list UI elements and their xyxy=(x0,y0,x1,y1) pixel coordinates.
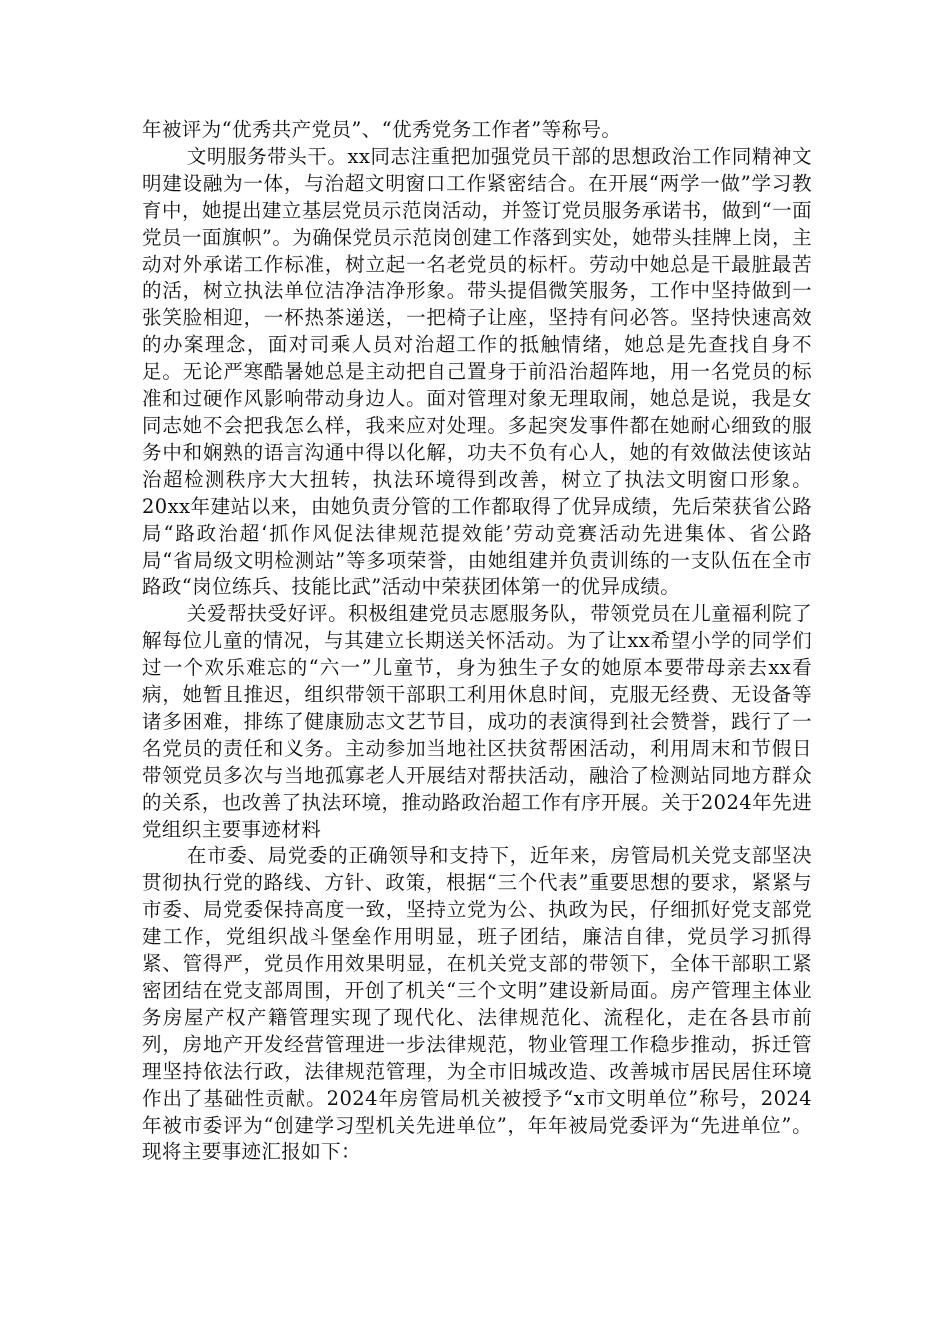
paragraph-civilized-service: 文明服务带头干。xx同志注重把加强党员干部的思想政治工作同精神文明建设融为一体，与治超文明窗口工作紧密结合。在开展“两学一做”学习教育中，她提出建立基层党员示范岗活动，并签订党员服务承诺书，做到“一面党员一面旗帜”。为确保党员示范岗创建工作落到实处，她带头挂牌上岗，主动对外承诺工作标准，树立起一名老党员的标杆。劳动中她总是干最脏最苦的活，树立执法单位洁净洁净形象。带头提倡微笑服务，工作中坚持做到一张笑脸相迎，一杯热茶递送，一把椅子让座，坚持有问必答。坚持快速高效的办案理念，面对司乘人员对治超工作的抵触情绪，她总是先查找自身不足。无论严寒酷暑她总是主动把自己置身于前沿治超阵地，用一名党员的标准和过硬作风影响带动身边人。面对管理对象无理取闹，她总是说，我是女同志她不会把我怎么样，我来应对处理。多起突发事件都在她耐心细致的服务中和娴熟的语言沟通中得以化解，功夫不负有心人，她的有效做法使该站治超检测秩序大大扭转，执法环境得到改善，树立了执法文明窗口形象。20xx年建站以来，由她负责分管的工作都取得了优异成绩，先后荣获省公路局“路政治超‘抓作风促法律规范提效能’劳动竞赛活动先进集体、省公路局“省局级文明检测站”等多项荣誉，由她组建并负责训练的一支队伍在全市路政“岗位练兵、技能比武”活动中荣获团体第一的优异成绩。 xyxy=(142,144,812,599)
document-page xyxy=(142,117,812,1166)
paragraph-care-and-support: 关爱帮扶受好评。积极组建党员志愿服务队，带领党员在儿童福利院了解每位儿童的情况，与其建立长期送关怀活动。为了让xx希望小学的同学们过一个欢乐难忘的“六一”儿童节，身为独生子女的她原本要带母亲去xx看病，她暂且推迟，组织带领干部职工利用休息时间，克服无经费、无设备等诸多困难，排练了健康励志文艺节目，成功的表演得到社会赞誉，践行了一名党员的责任和义务。主动参加当地社区扶贫帮困活动，利用周末和节假日带领党员多次与当地孤寡老人开展结对帮扶活动，融洽了检测站同地方群众的关系，也改善了执法环境，推动路政治超工作有序开展。关于2024年先进党组织主要事迹材料 xyxy=(142,602,812,841)
paragraph-continuation: 年被评为“优秀共产党员”、“优秀党务工作者”等称号。 xyxy=(142,118,622,141)
paragraph-party-branch-summary: 在市委、局党委的正确领导和支持下，近年来，房管局机关党支部坚决贯彻执行党的路线、方针、政策，根据“三个代表”重要思想的要求，紧紧与市委、局党委保持高度一致，坚持立党为公、执政为民，仔细抓好党支部党建工作，党组织战斗堡垒作用明显，班子团结，廉洁自律，党员学习抓得紧、管得严，党员作用效果明显，在机关党支部的带领下，全体干部职工紧密团结在党支部周围，开创了机关“三个文明”建设新局面。房产管理主体业务房屋产权产籍管理实现了现代化、法律规范化、流程化，走在各县市前列，房地产开发经营管理进一步法律规范，物业管理工作稳步推动，拆迁管理坚持依法行政，法律规范管理，为全市旧城改造、改善城市居民居住环境作出了基础性贡献。2024年房管局机关被授予“x市文明单位”称号，2024年被市委评为“创建学习型机关先进单位”，年年被局党委评为“先进单位”。现将主要事迹汇报如下： xyxy=(142,844,812,1164)
